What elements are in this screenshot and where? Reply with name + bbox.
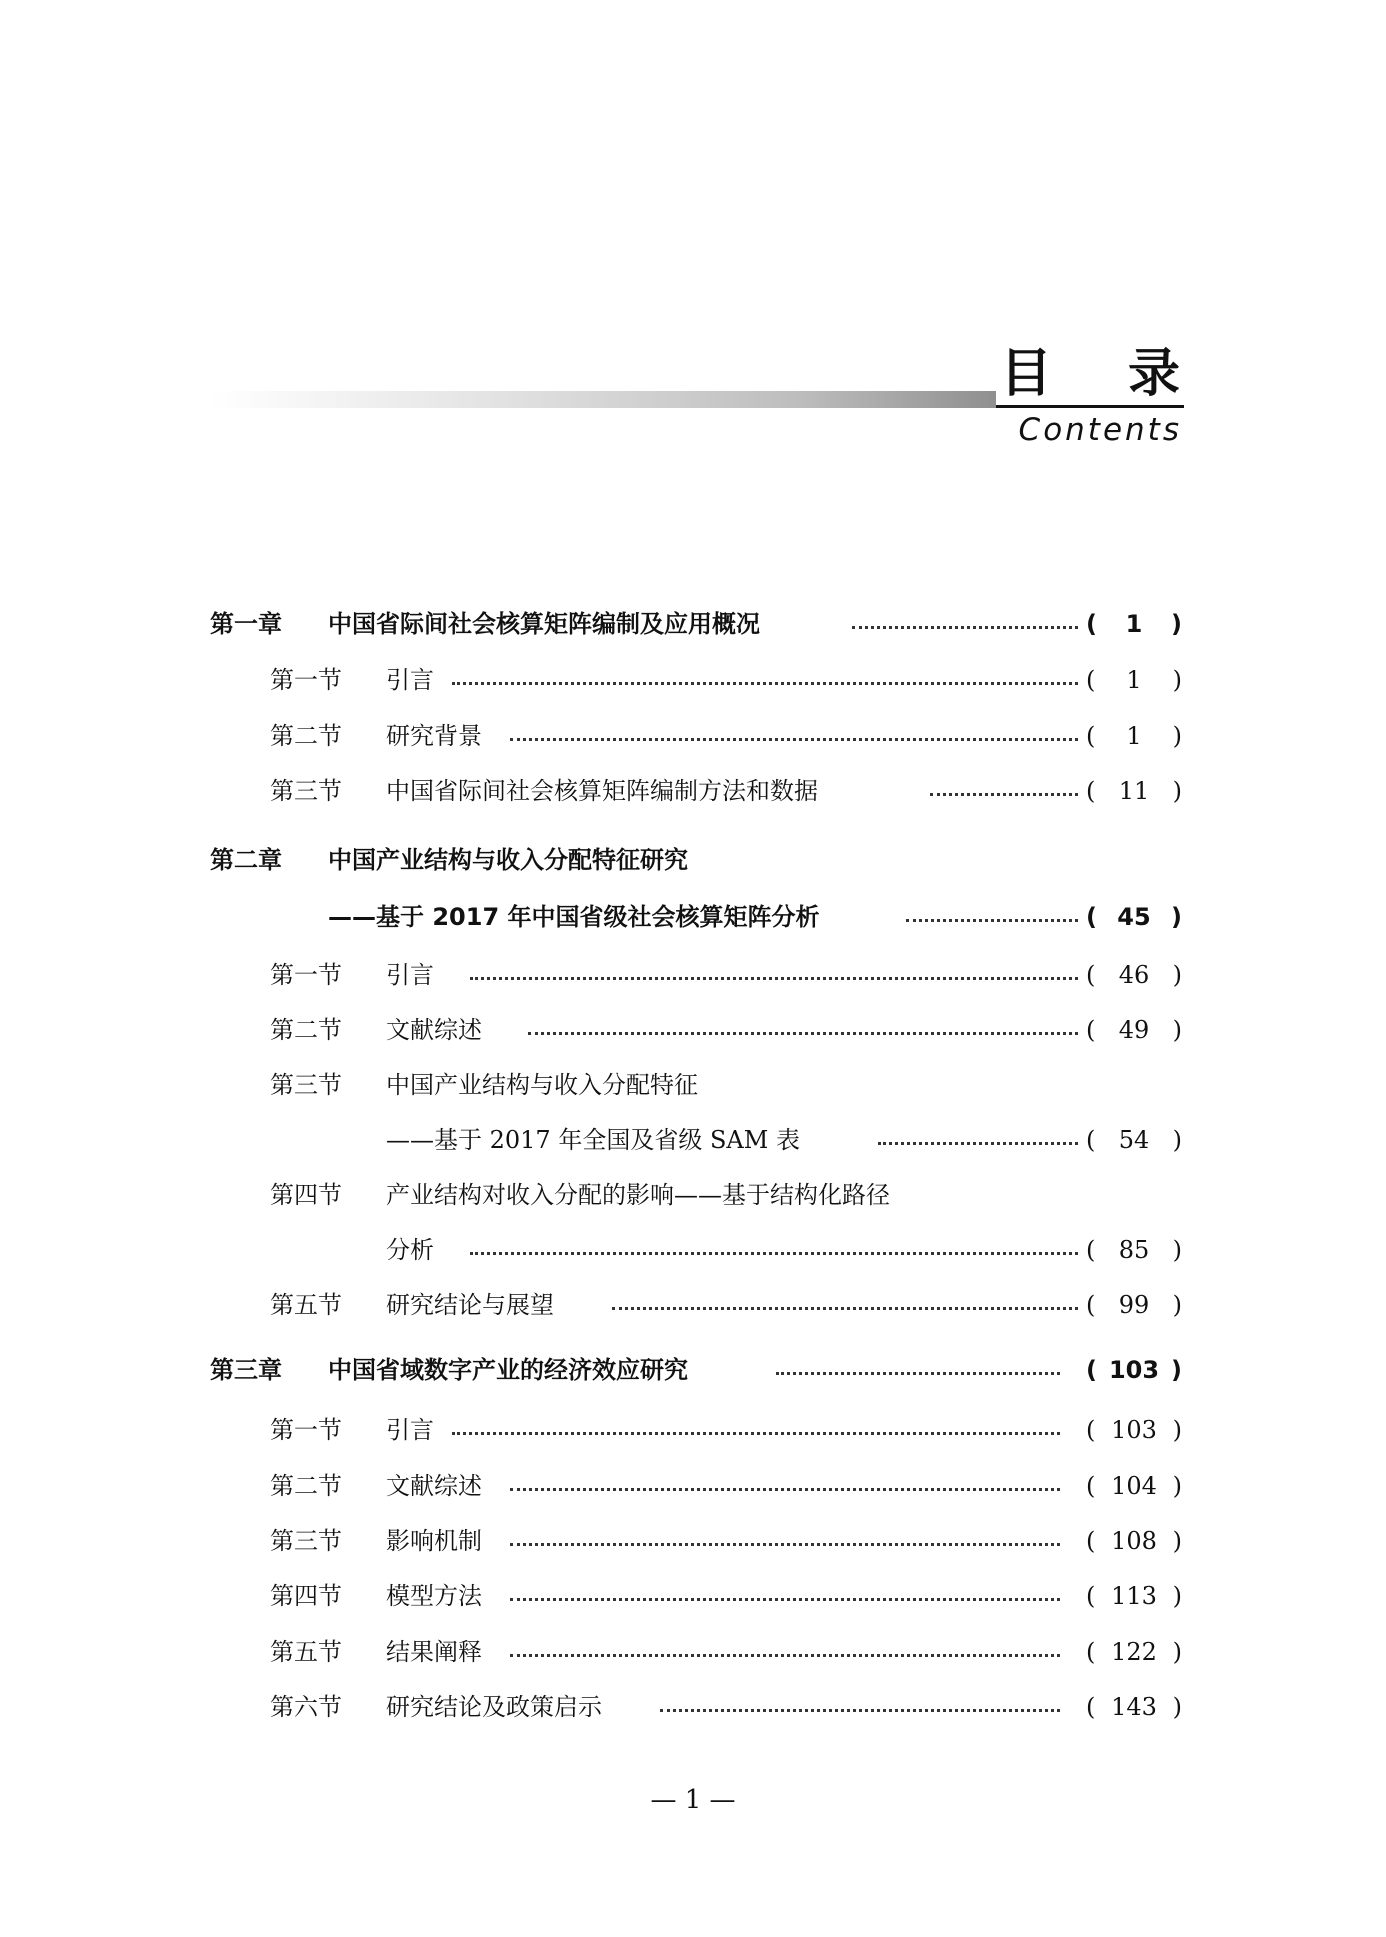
toc-section[interactable] — [0, 660, 1386, 700]
toc-section[interactable] — [0, 1010, 1386, 1050]
toc-page: ( 1 ) — [1086, 610, 1182, 638]
toc-page: ( 99 ) — [1086, 1291, 1182, 1319]
toc-title: 模型方法 — [386, 1582, 482, 1610]
toc-leader — [510, 1598, 1060, 1601]
toc-page: ( 143 ) — [1086, 1693, 1182, 1721]
toc-title: ——基于 2017 年中国省级社会核算矩阵分析 — [328, 903, 820, 931]
toc-leader — [852, 626, 1078, 629]
toc-page: ( 46 ) — [1086, 961, 1182, 989]
toc-page: ( 54 ) — [1086, 1126, 1182, 1154]
toc-page: ( 1 ) — [1086, 666, 1182, 694]
toc-title: 结果阐释 — [386, 1638, 482, 1666]
toc-title: 文献综述 — [386, 1472, 482, 1500]
toc-title: 中国省际间社会核算矩阵编制及应用概况 — [328, 610, 760, 638]
page-number-footer: — 1 — — [650, 1785, 736, 1815]
page-subtitle: Contents — [1018, 412, 1182, 448]
toc-section[interactable] — [0, 1687, 1386, 1727]
toc-page: ( 1 ) — [1086, 722, 1182, 750]
toc-chapter-1[interactable] — [0, 604, 1386, 644]
toc-section[interactable] — [0, 1576, 1386, 1616]
toc-title: 中国产业结构与收入分配特征研究 — [328, 846, 688, 874]
toc-page: ( 45 ) — [1086, 903, 1182, 931]
toc-section[interactable] — [0, 1175, 1386, 1215]
toc-section[interactable] — [0, 1285, 1386, 1325]
toc-label: 第二节 — [270, 1016, 342, 1044]
toc-title: 中国产业结构与收入分配特征 — [386, 1071, 698, 1099]
toc-leader — [776, 1372, 1060, 1375]
toc-leader — [510, 738, 1078, 741]
toc-label: 第三节 — [270, 1527, 342, 1555]
toc-label: 第一节 — [270, 666, 342, 694]
toc-title: 中国省际间社会核算矩阵编制方法和数据 — [386, 777, 818, 805]
toc-label: 第三章 — [210, 1356, 282, 1384]
toc-page: ( 103 ) — [1086, 1416, 1182, 1444]
toc-leader — [510, 1654, 1060, 1657]
toc-label: 第二节 — [270, 722, 342, 750]
toc-label: 第三节 — [270, 1071, 342, 1099]
toc-section[interactable] — [0, 1466, 1386, 1506]
toc-leader — [660, 1709, 1060, 1712]
toc-leader — [470, 977, 1078, 980]
toc-section-continuation[interactable] — [0, 1230, 1386, 1270]
title-char-2: 录 — [1127, 344, 1180, 404]
toc-leader — [510, 1488, 1060, 1491]
toc-leader — [510, 1543, 1060, 1546]
toc-label: 第一节 — [270, 961, 342, 989]
toc-title: 分析 — [386, 1236, 434, 1264]
toc-title: 影响机制 — [386, 1527, 482, 1555]
toc-label: 第一章 — [210, 610, 282, 638]
title-gradient-bar — [210, 391, 996, 408]
toc-page: ( 11 ) — [1086, 777, 1182, 805]
toc-leader — [878, 1142, 1078, 1145]
toc-leader — [612, 1307, 1078, 1310]
toc-section[interactable] — [0, 1521, 1386, 1561]
toc-section[interactable] — [0, 1632, 1386, 1672]
toc-label: 第二节 — [270, 1472, 342, 1500]
toc-title: 中国省域数字产业的经济效应研究 — [328, 1356, 688, 1384]
toc-page: ( 103 ) — [1086, 1356, 1182, 1384]
title-char-1: 目 — [1000, 344, 1053, 404]
toc-section[interactable] — [0, 771, 1386, 811]
toc-leader — [906, 919, 1078, 922]
toc-title: 研究背景 — [386, 722, 482, 750]
toc-page: ( 85 ) — [1086, 1236, 1182, 1264]
toc-title: 文献综述 — [386, 1016, 482, 1044]
toc-label: 第一节 — [270, 1416, 342, 1444]
toc-section-subtitle[interactable] — [0, 1120, 1386, 1160]
toc-title: 引言 — [386, 666, 434, 694]
toc-title: 产业结构对收入分配的影响——基于结构化路径 — [386, 1181, 890, 1209]
toc-title: 研究结论与展望 — [386, 1291, 554, 1319]
toc-label: 第五节 — [270, 1291, 342, 1319]
toc-section[interactable] — [0, 716, 1386, 756]
title-rule — [996, 405, 1184, 408]
toc-label: 第三节 — [270, 777, 342, 805]
toc-leader — [528, 1032, 1078, 1035]
toc-page: ( 113 ) — [1086, 1582, 1182, 1610]
toc-title: 引言 — [386, 961, 434, 989]
toc-label: 第二章 — [210, 846, 282, 874]
toc-label: 第四节 — [270, 1582, 342, 1610]
toc-chapter-3[interactable] — [0, 1350, 1386, 1390]
toc-page: ( 104 ) — [1086, 1472, 1182, 1500]
toc-label: 第六节 — [270, 1693, 342, 1721]
toc-chapter-2-subtitle[interactable] — [0, 897, 1386, 937]
toc-section[interactable] — [0, 955, 1386, 995]
toc-leader — [452, 682, 1078, 685]
toc-page: ( 49 ) — [1086, 1016, 1182, 1044]
toc-chapter-2[interactable] — [0, 840, 1386, 880]
toc-label: 第四节 — [270, 1181, 342, 1209]
toc-title: 引言 — [386, 1416, 434, 1444]
toc-title: ——基于 2017 年全国及省级 SAM 表 — [386, 1126, 800, 1154]
toc-section[interactable] — [0, 1065, 1386, 1105]
toc-leader — [470, 1252, 1078, 1255]
toc-leader — [930, 793, 1078, 796]
toc-page: ( 122 ) — [1086, 1638, 1182, 1666]
page-title — [1000, 343, 1180, 405]
toc-label: 第五节 — [270, 1638, 342, 1666]
toc-title: 研究结论及政策启示 — [386, 1693, 602, 1721]
toc-section[interactable] — [0, 1410, 1386, 1450]
toc-leader — [452, 1432, 1060, 1435]
toc-page: ( 108 ) — [1086, 1527, 1182, 1555]
